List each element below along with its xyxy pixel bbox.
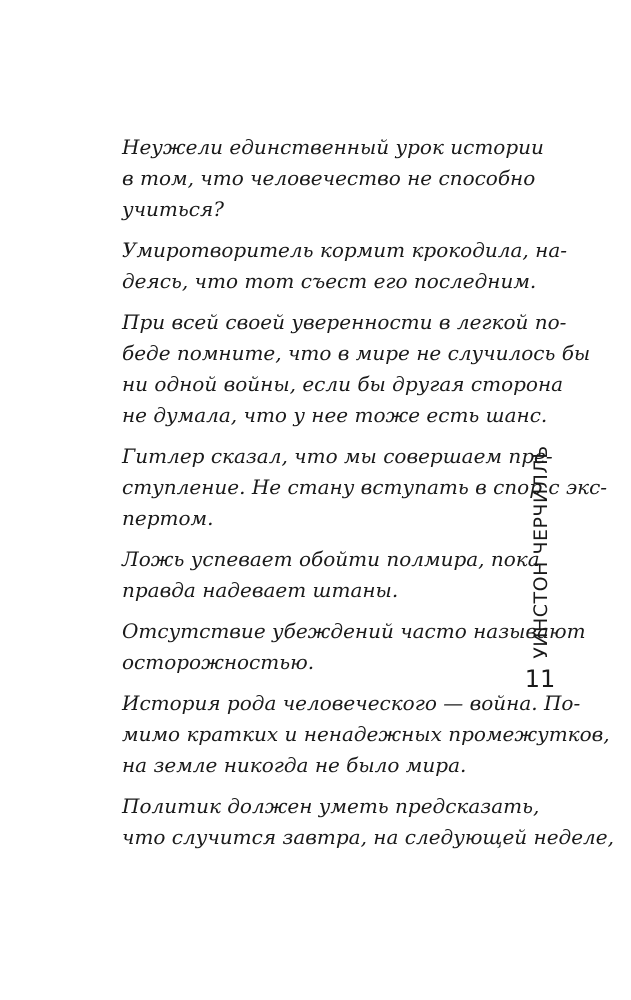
text-line: ни одной войны, если бы другая сторона [122,372,564,396]
page-number: 11 [524,665,556,693]
quote-paragraph [122,791,614,853]
text-line: Умиротворитель кормит крокодила, на- [122,238,567,262]
quote-paragraph [122,307,591,431]
text-line: не думала, что у нее тоже есть шанс. [122,403,548,427]
text-line: Гитлер сказал, что мы совершаем пре- [122,444,553,468]
text-line: мимо кратких и ненадежных промежутков, [122,722,610,746]
text-line: учиться? [122,197,224,221]
text-line: Неужели единственный урок истории [122,135,544,159]
text-line: ступление. Не стану вступать в спор с экс- [122,475,608,499]
quote-paragraph [122,441,608,534]
text-line: Ложь успевает обойти полмира, пока [122,547,540,571]
quote-paragraph [122,132,544,225]
text-line: История рода человеческого — война. По- [122,691,581,715]
text-line: в том, что человечество не способно [122,166,536,190]
quote-paragraph [122,688,610,781]
text-line: что случится завтра, на следующей неделе, [122,825,614,849]
quote-paragraph [122,616,586,678]
text-line: осторожностью. [122,650,315,674]
text-line: Политик должен уметь предсказать, [122,794,540,818]
running-head [528,442,554,662]
quote-paragraph [122,235,567,297]
text-line: пертом. [122,506,214,530]
text-line: беде помните, что в мире не случилось бы [122,341,591,365]
running-head-label: УИНСТОН ЧЕРЧИЛЛЬ [530,445,553,659]
text-line: деясь, что тот съест его последним. [122,269,537,293]
quote-paragraph [122,544,540,606]
text-line: правда надевает штаны. [122,578,399,602]
text-line: При всей своей уверенности в легкой по- [122,310,567,334]
text-line: на земле никогда не было мира. [122,753,467,777]
text-line: Отсутствие убеждений часто называют [122,619,586,643]
